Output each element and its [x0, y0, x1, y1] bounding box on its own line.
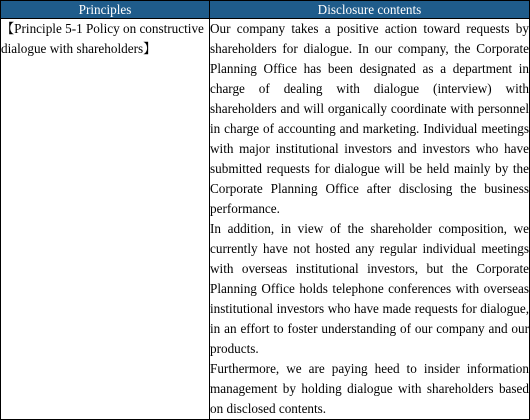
table-row — [1, 19, 530, 420]
header-principles: Principles — [1, 1, 210, 19]
disclosure-paragraph-3: Furthermore, we are paying heed to insider information management by holding dialogue with shareholders based on disclosed contents. — [210, 361, 529, 416]
principle-cell — [1, 19, 210, 420]
principle-title-line2: dialogue with shareholders】 — [1, 41, 157, 56]
disclosure-paragraph-2: In addition, in view of the shareholder composition, we currently have not hosted any regular individual meetings with overseas institutional investors, but the Corporate Planning Office holds telephone conferences with overseas institutional investors who have made requests for dialogue, in an effort to foster understanding of our company and our products. — [210, 221, 529, 356]
disclosure-paragraph-1: Our company takes a positive action toward requests by shareholders for dialogue. In our company, the Corporate Planning Office has been designated as a department in charge of dealing with dialogue (interview) with shareholders and will organically coordinate with personnel in charge of accounting and marketing. Individual meetings with major institutional investors and investors who have submitted requests for dialogue will be held mainly by the Corporate Planning Office after disclosing the business performance. — [210, 21, 529, 216]
header-row — [1, 1, 530, 19]
disclosure-contents-cell — [210, 19, 530, 420]
principle-title-line1: 【Principle 5-1 Policy on constructive — [1, 21, 204, 36]
header-disclosure-contents: Disclosure contents — [210, 1, 530, 19]
